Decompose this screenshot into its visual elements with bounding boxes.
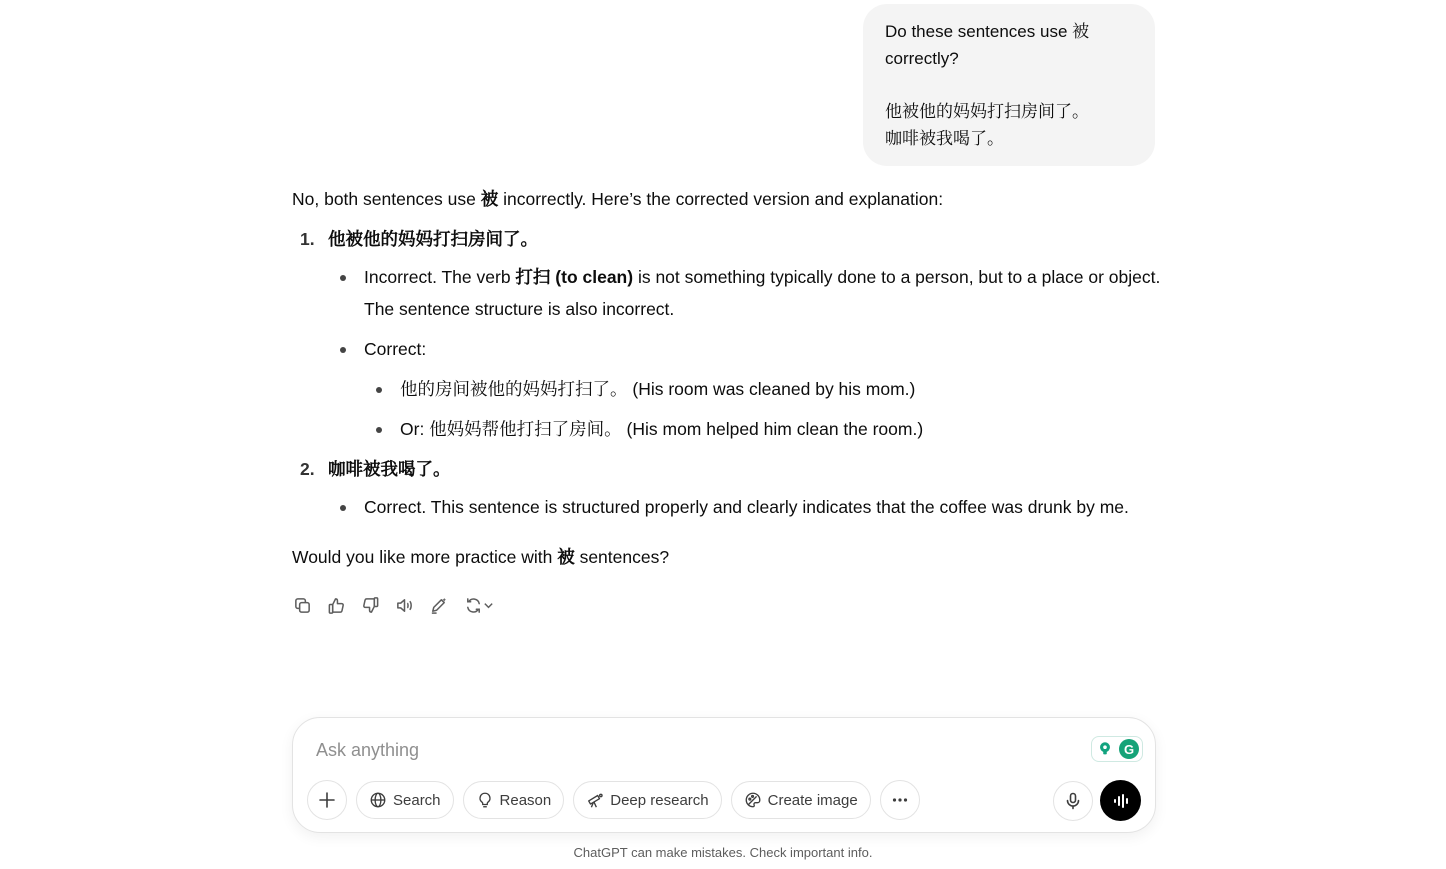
plus-icon <box>317 790 337 810</box>
user-message-bubble <box>863 4 1155 166</box>
explanation-list <box>292 223 1162 523</box>
globe-icon <box>369 791 387 809</box>
prompt-input[interactable] <box>314 734 1078 766</box>
thumbs-down-icon[interactable] <box>358 592 382 618</box>
item-title: 他被他的妈妈打扫房间了。 <box>328 229 538 249</box>
list-item: Correct: 他的房间被他的妈妈打扫了。 (His room was cleaned by his mom.) Or: 他妈妈帮他打扫了房间。 (His mom helped him clean the room.) <box>328 333 1162 445</box>
copy-icon[interactable] <box>290 592 314 618</box>
more-tools-button[interactable] <box>880 780 920 820</box>
voice-waveform-icon <box>1111 791 1131 811</box>
read-aloud-icon[interactable] <box>392 592 416 618</box>
deep-research-button[interactable]: Deep research <box>573 781 721 819</box>
chevron-down-icon <box>483 600 494 611</box>
disclaimer-footer: ChatGPT can make mistakes. Check important info. <box>573 845 873 860</box>
user-message-line: 他被他的妈妈打扫房间了。 <box>885 102 1089 121</box>
message-actions <box>290 592 498 618</box>
thumbs-up-icon[interactable] <box>324 592 348 618</box>
create-image-button[interactable]: Create image <box>731 781 871 819</box>
edit-icon[interactable] <box>426 592 450 618</box>
extension-icons <box>1091 736 1143 762</box>
regenerate-icon[interactable] <box>460 592 498 618</box>
item-title: 咖啡被我喝了。 <box>328 459 451 479</box>
voice-mode-button[interactable] <box>1100 780 1141 821</box>
assistant-closing: Would you like more practice with 被 sentences? <box>292 547 670 567</box>
telescope-icon <box>586 791 604 809</box>
assistant-intro: No, both sentences use 被 incorrectly. Here’s the corrected version and explanation: <box>292 189 944 209</box>
search-button[interactable]: Search <box>356 781 454 819</box>
list-item: Incorrect. The verb 打扫 (to clean) is not something typically done to a person, but to a place or object. The sentence structure is also incorrect. <box>328 261 1162 325</box>
add-attachment-button[interactable] <box>307 780 347 820</box>
list-item: 他的房间被他的妈妈打扫了。 (His room was cleaned by his mom.) <box>364 373 1162 405</box>
list-item: 2. 咖啡被我喝了。 Correct. This sentence is structured properly and clearly indicates that the coffee was drunk by me. <box>292 453 1162 523</box>
ellipsis-icon <box>890 790 910 810</box>
grammarly-icon[interactable]: G <box>1119 739 1139 759</box>
assistant-message <box>292 183 1162 573</box>
lightbulb-extension-icon[interactable] <box>1095 739 1115 759</box>
list-item: 1. 他被他的妈妈打扫房间了。 Incorrect. The verb 打扫 (to clean) is not something typically done to a person, but to a place or object. The sentence structure is also incorrect. Correct: 他的房间被他的妈妈打扫了。 (His room was cleaned by his mom.) Or: 他妈妈帮他打扫了房间。 (His mom helped him clean the room.) <box>292 223 1162 445</box>
composer-right-tools <box>1053 780 1141 821</box>
user-message-line: Do these sentences use 被 correctly? <box>885 22 1090 68</box>
composer <box>292 717 1156 833</box>
lightbulb-icon <box>476 791 494 809</box>
list-item: Or: 他妈妈帮他打扫了房间。 (His mom helped him clean the room.) <box>364 413 1162 445</box>
palette-icon <box>744 791 762 809</box>
reason-button[interactable]: Reason <box>463 781 565 819</box>
composer-tools <box>307 780 920 820</box>
microphone-icon <box>1063 791 1083 811</box>
list-item: Correct. This sentence is structured properly and clearly indicates that the coffee was drunk by me. <box>328 491 1162 523</box>
dictate-button[interactable] <box>1053 781 1093 821</box>
user-message-line: 咖啡被我喝了。 <box>885 129 1004 148</box>
